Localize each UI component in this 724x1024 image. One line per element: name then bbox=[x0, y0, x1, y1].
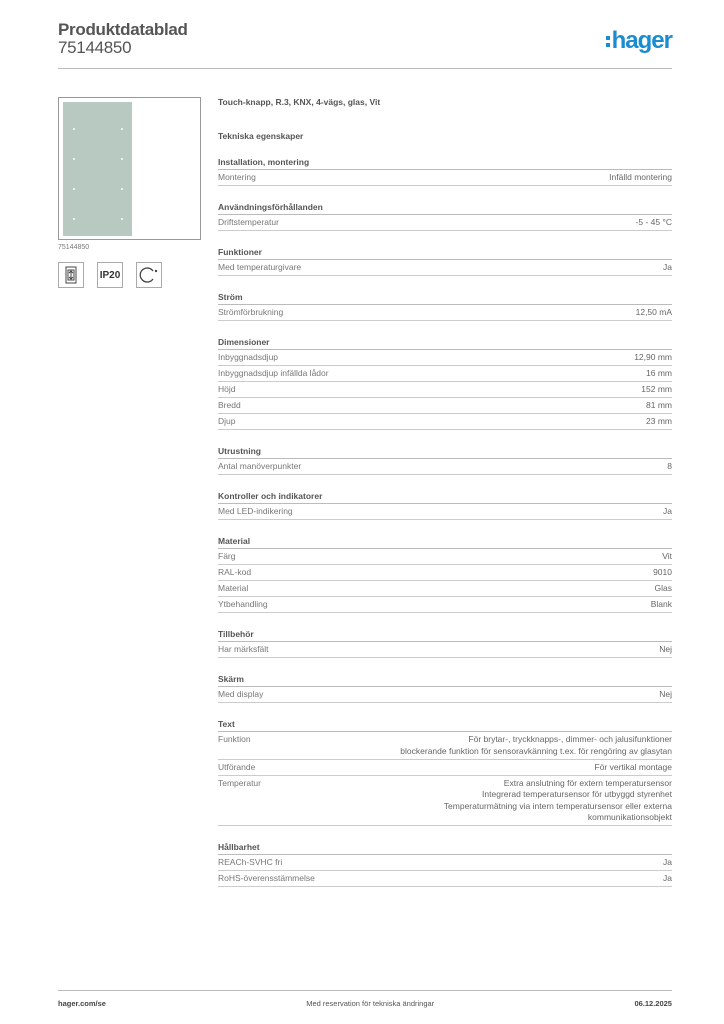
spec-value-line: Ja bbox=[663, 873, 672, 883]
spec-value bbox=[662, 551, 672, 563]
spec-section bbox=[218, 337, 672, 430]
spec-value-line: Glas bbox=[654, 583, 672, 593]
spec-value bbox=[444, 778, 672, 824]
spec-label: Höjd bbox=[218, 384, 236, 394]
spec-row bbox=[218, 350, 672, 366]
spec-value-line: För brytar-, tryckknapps-, dimmer- och jalusifunktioner bbox=[468, 734, 672, 744]
spec-section bbox=[218, 674, 672, 703]
spec-value-line: Ja bbox=[663, 262, 672, 272]
spec-value bbox=[667, 461, 672, 473]
section-heading: Funktioner bbox=[218, 247, 672, 260]
spec-row bbox=[218, 855, 672, 871]
spec-label: Med temperaturgivare bbox=[218, 262, 302, 272]
spec-section bbox=[218, 292, 672, 321]
spec-value-line: Nej bbox=[659, 689, 672, 699]
spec-label: RoHS-överensstämmelse bbox=[218, 873, 315, 883]
spec-row bbox=[218, 170, 672, 186]
section-heading: Dimensioner bbox=[218, 337, 672, 350]
spec-row bbox=[218, 581, 672, 597]
section-heading: Installation, montering bbox=[218, 157, 672, 170]
product-number: 75144850 bbox=[58, 38, 132, 57]
spec-value-line: 16 mm bbox=[646, 368, 672, 378]
spec-value-line: 23 mm bbox=[646, 416, 672, 426]
ip20-badge: IP20 bbox=[97, 262, 123, 288]
spec-value bbox=[663, 873, 672, 885]
spec-section bbox=[218, 536, 672, 613]
spec-row bbox=[218, 549, 672, 565]
spec-value bbox=[609, 172, 672, 184]
spec-value bbox=[646, 416, 672, 428]
spec-value-line: Integrerad temperatursensor för utbyggd styrenhet bbox=[482, 789, 672, 799]
spec-label: Har märksfält bbox=[218, 644, 269, 654]
spec-row bbox=[218, 871, 672, 887]
footer-notice: Med reservation för tekniska ändringar bbox=[306, 999, 435, 1008]
spec-value bbox=[646, 400, 672, 412]
spec-value-line: Ja bbox=[663, 857, 672, 867]
page-title: Produktdatablad bbox=[58, 20, 188, 39]
spec-label: REACh-SVHC fri bbox=[218, 857, 283, 867]
spec-label: Djup bbox=[218, 416, 236, 426]
spec-label: Med display bbox=[218, 689, 264, 699]
spec-value bbox=[646, 368, 672, 380]
spec-value bbox=[636, 217, 672, 229]
temperature-sensor-icon bbox=[136, 262, 162, 288]
image-caption: 75144850 bbox=[58, 244, 90, 251]
spec-value-line: 12,50 mA bbox=[635, 307, 672, 317]
spec-label: Strömförbrukning bbox=[218, 307, 284, 317]
spec-value bbox=[653, 567, 672, 579]
section-heading: Tillbehör bbox=[218, 629, 672, 642]
spec-value-line: blockerande funktion för sensoravkänning t.ex. för rengöring av glasytan bbox=[400, 745, 672, 756]
spec-section bbox=[218, 446, 672, 475]
spec-section bbox=[218, 842, 672, 887]
spec-value bbox=[663, 506, 672, 518]
footer-website[interactable]: hager.com/se bbox=[58, 999, 106, 1008]
flush-mount-icon bbox=[58, 262, 84, 288]
spec-value bbox=[663, 857, 672, 869]
spec-row bbox=[218, 732, 672, 760]
spec-value-line: Vit bbox=[662, 551, 672, 561]
spec-value bbox=[651, 599, 672, 611]
spec-sections bbox=[218, 157, 672, 887]
spec-label: RAL-kod bbox=[218, 567, 252, 577]
spec-section bbox=[218, 247, 672, 276]
spec-section bbox=[218, 629, 672, 658]
section-heading: Hållbarhet bbox=[218, 842, 672, 855]
spec-value bbox=[595, 762, 672, 774]
spec-value bbox=[659, 644, 672, 656]
header-divider bbox=[58, 68, 672, 69]
spec-label: Utförande bbox=[218, 761, 256, 772]
spec-value-line: Infälld montering bbox=[609, 172, 672, 182]
spec-label: Funktion bbox=[218, 734, 251, 744]
footer bbox=[58, 990, 672, 1008]
spec-value bbox=[636, 307, 672, 319]
spec-row bbox=[218, 215, 672, 231]
product-name: Touch-knapp, R.3, KNX, 4-vägs, glas, Vit bbox=[218, 97, 381, 107]
spec-row bbox=[218, 260, 672, 276]
spec-value-line: Nej bbox=[659, 644, 672, 654]
spec-value bbox=[400, 734, 672, 757]
spec-label: Färg bbox=[218, 551, 236, 561]
section-heading: Användningsförhållanden bbox=[218, 202, 672, 215]
spec-row bbox=[218, 366, 672, 382]
spec-label: Inbyggnadsdjup infällda lådor bbox=[218, 368, 329, 378]
spec-label: Montering bbox=[218, 172, 256, 182]
section-heading: Ström bbox=[218, 292, 672, 305]
spec-row bbox=[218, 414, 672, 430]
spec-value-line: Blank bbox=[650, 599, 672, 609]
spec-label: Bredd bbox=[218, 400, 241, 410]
spec-value-line: -5 - 45 °C bbox=[635, 217, 672, 227]
spec-value-line: 152 mm bbox=[641, 384, 672, 394]
spec-value bbox=[655, 583, 672, 595]
spec-label: Inbyggnadsdjup bbox=[218, 352, 279, 362]
footer-date: 06.12.2025 bbox=[634, 999, 672, 1008]
spec-label: Driftstemperatur bbox=[218, 217, 279, 227]
section-heading: Skärm bbox=[218, 674, 672, 687]
spec-section bbox=[218, 157, 672, 186]
spec-row bbox=[218, 776, 672, 827]
spec-label: Temperatur bbox=[218, 777, 261, 788]
product-image bbox=[58, 97, 201, 240]
section-heading: Utrustning bbox=[218, 446, 672, 459]
section-heading: Material bbox=[218, 536, 672, 549]
spec-row bbox=[218, 459, 672, 475]
spec-label: Ytbehandling bbox=[218, 599, 268, 609]
section-heading: Text bbox=[218, 719, 672, 732]
spec-row bbox=[218, 642, 672, 658]
spec-value-line: För vertikal montage bbox=[594, 761, 672, 772]
spec-value-line: Temperaturmätning via intern temperatursensor eller externa bbox=[443, 800, 672, 811]
tech-heading: Tekniska egenskaper bbox=[218, 131, 304, 141]
spec-label: Material bbox=[218, 583, 249, 593]
spec-value bbox=[634, 352, 672, 364]
spec-value-line: 81 mm bbox=[646, 400, 672, 410]
spec-value-line: Ja bbox=[663, 506, 672, 516]
spec-value bbox=[663, 262, 672, 274]
spec-value-line: kommunikationsobjekt bbox=[587, 812, 672, 822]
spec-row bbox=[218, 687, 672, 703]
hager-logo: hager bbox=[606, 27, 672, 55]
spec-label: Antal manöverpunkter bbox=[218, 461, 302, 471]
spec-row bbox=[218, 382, 672, 398]
spec-section bbox=[218, 202, 672, 231]
spec-value bbox=[659, 689, 672, 701]
section-heading: Kontroller och indikatorer bbox=[218, 491, 672, 504]
spec-row bbox=[218, 398, 672, 414]
spec-value-line: 12,90 mm bbox=[634, 352, 672, 362]
spec-row bbox=[218, 565, 672, 581]
spec-label: Med LED-indikering bbox=[218, 506, 293, 516]
spec-value-line: 9010 bbox=[653, 567, 672, 577]
glass-panel bbox=[63, 102, 132, 236]
spec-row bbox=[218, 305, 672, 321]
spec-value bbox=[641, 384, 672, 396]
spec-value-line: Extra anslutning för extern temperatursensor bbox=[503, 777, 672, 788]
spec-row bbox=[218, 597, 672, 613]
spec-section bbox=[218, 719, 672, 826]
spec-content bbox=[218, 97, 672, 887]
spec-section bbox=[218, 491, 672, 520]
spec-row bbox=[218, 760, 672, 776]
spec-value-line: 8 bbox=[667, 461, 672, 471]
spec-row bbox=[218, 504, 672, 520]
